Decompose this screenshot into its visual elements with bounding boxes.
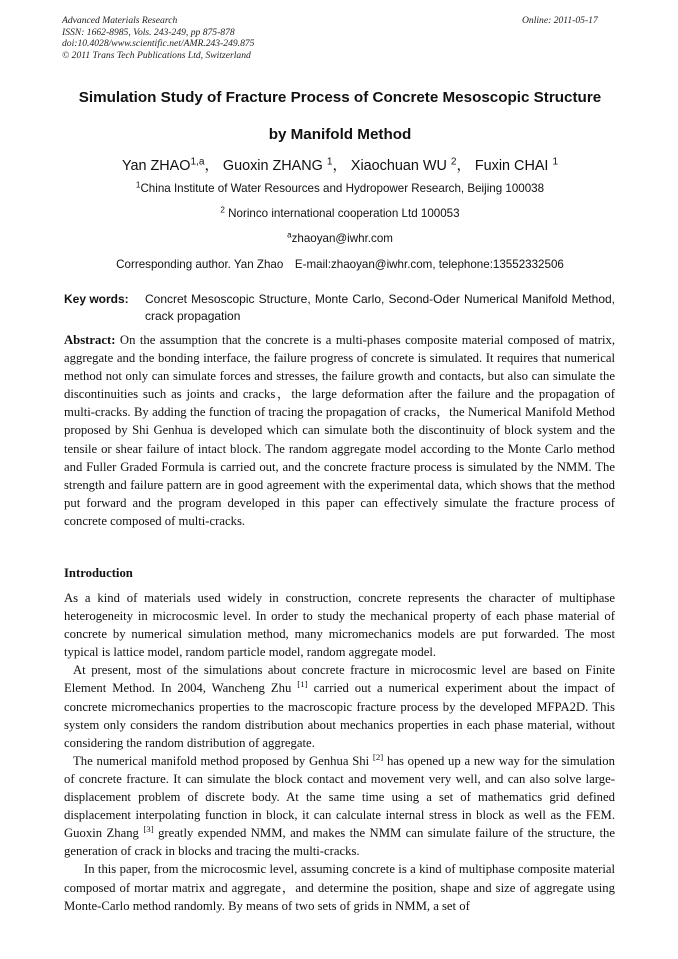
keywords-block <box>64 291 615 325</box>
affiliation-2: $^2$ Norinco international cooperation Ltd 100053 <box>220 205 460 220</box>
author-affil-sup: 1 <box>326 156 333 168</box>
author-name: Guoxin ZHANG <box>222 158 327 174</box>
citation: [2] <box>372 751 384 762</box>
section-heading-introduction: Introduction <box>64 566 133 580</box>
corresponding-author: Corresponding author. Yan Zhao E-mail:zhaoyan@iwhr.com, telephone:13552332506 <box>116 258 564 271</box>
online-date: Online: 2011-05-17 <box>522 15 598 26</box>
journal-header <box>62 15 254 61</box>
paragraph: The numerical manifold method proposed by Genhua Shi [2] has opened up a new way for the simulation of concrete fracture. It can simulate the block contact and movement very well, and can also solve large-displacement problem of discrete body. At the same time using a set of mathematics grid defined displacement interpolating function in block, it can calculate internal stress in block as well as the FEM. Guoxin Zhang [3] greatly expended NMM, and makes the NMM can simulate failure of the structure, the generation of crack in blocks and tracing the multi-cracks. <box>64 751 615 859</box>
author-affil-sup: 1 <box>552 156 559 168</box>
citation: [1] <box>297 679 308 690</box>
issn-line: ISSN: 1662-8985, Vols. 243-249, pp 875-878 <box>62 26 235 38</box>
paragraph: In this paper, from the microcosmic level, assuming concrete is a kind of multiphase composite material composed of mortar matrix and aggregate，and determine the position, shape and size of aggregate using Monte-Carlo method randomly. By means of two sets of grids in NMM, a set of <box>64 862 615 913</box>
doi-line: doi:10.4028/www.scientific.net/AMR.243-249.875 <box>62 38 255 49</box>
keywords-label: Key words: <box>64 292 129 306</box>
author-email: $^a$zhaoyan@iwhr.com <box>287 230 393 245</box>
affiliation-1: $^1$China Institute of Water Resources and Hydropower Research, Beijing 100038 <box>135 180 545 195</box>
paper-title-line1: Simulation Study of Fracture Process of Concrete Mesoscopic Structure <box>78 89 602 106</box>
abstract <box>64 331 615 530</box>
author-name: Fuxin CHAI <box>474 158 553 174</box>
introduction-body <box>64 589 615 915</box>
journal-name: Advanced Materials Research <box>62 15 178 26</box>
author-name: Yan ZHAO <box>121 158 191 174</box>
paragraph: At present, most of the simulations about concrete fracture in microcosmic level are based on Finite Element Method. In 2004, Wancheng Zhu [1] carried out a numerical experiment about the impact of concrete micromechanics properties to the macroscopic fracture process by the developed MFPA2D. This system only considers the random distribution about mechanics properties in each phase material, without considering the random distribution of aggregate. <box>64 663 615 750</box>
abstract-text: On the assumption that the concrete is a multi-phases composite material composed of matrix, aggregate and the bonding interface, the failure progress of concrete is simulated. It requires that numerical method not only can simulate forces and stresses, the failure growth and contacts, but also can simulate the discontinuities such as joints and cracks，the large deformation after the failure and the propagation of multi-cracks. By adding the function of tracing the propagation of cracks，the Numerical Manifold Method proposed by Shi Genhua is developed which can simulate both the discontinuity of block system and the tensile or shear failure of intact block. The random aggregate model according to the Monte Carlo method and Fuller Graded Formula is carried out, and the concrete fracture process is simulated by the NMM. The strength and failure pattern are in good agreement with the experimental data, which shows that the method put forward and the program developed in this paper can effectively simulate the fracture process of concrete composed of multi-cracks. <box>64 333 615 528</box>
keywords-text: Concret Mesoscopic Structure, Monte Carlo, Second-Oder Numerical Manifold Method, crack propagation <box>145 292 615 323</box>
paragraph: As a kind of materials used widely in construction, concrete represents the character of multiphase heterogeneity in microcosmic level. In order to study the mechanical property of each phase material of concrete by numerical simulation method, many micromechanics models are put forwarded. The most typical is lattice model, random particle model, random aggregate model. <box>64 591 615 660</box>
citation: [3] <box>143 824 154 835</box>
author-affil-sup: 2 <box>450 156 457 168</box>
paper-title-line2: by Manifold Method <box>268 126 412 143</box>
author-list: Yan ZHAO$^{1,a}$， Guoxin ZHANG $^1$， Xiaochuan WU $^2$， Fuxin CHAI $^1$ <box>121 156 559 174</box>
abstract-label: Abstract: <box>64 333 116 347</box>
copyright-line: © 2011 Trans Tech Publications Ltd, Switzerland <box>62 49 251 61</box>
author-name: Xiaochuan WU <box>350 158 451 174</box>
author-affil-sup: 1,a <box>190 156 205 168</box>
